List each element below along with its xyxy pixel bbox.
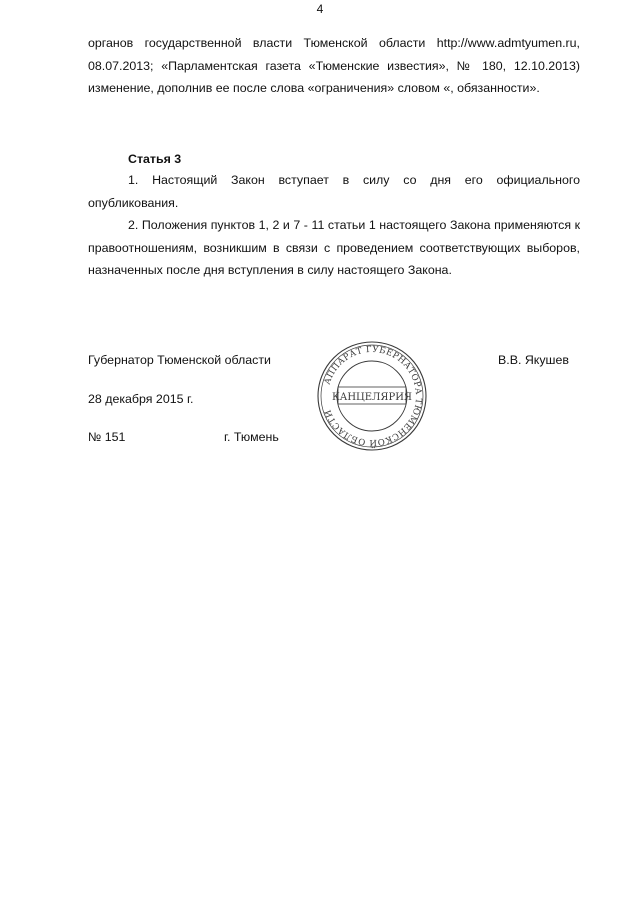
seal-center-text: КАНЦЕЛЯРИЯ	[332, 392, 412, 403]
article-3-item-2: 2. Положения пунктов 1, 2 и 7 - 11 статьи 1 настоящего Закона применяются к правоотношениям, возникшим в связи с проведением соответствующих выборов, назначенных после дня вступления в силу настоящего Закона.	[88, 218, 580, 277]
signing-date: 28 декабря 2015 г.	[88, 392, 194, 406]
paragraph-amendment-continuation: органов государственной власти Тюменской области http://www.admtyumen.ru, 08.07.2013; «Парламентская газета «Тюменские известия», № 180, 12.10.2013) изменение, дополнив ее после слова «ограничения» словом «, обязанности».	[88, 36, 580, 95]
page-number: 4	[316, 2, 324, 16]
law-number: № 151	[88, 430, 126, 444]
signing-city: г. Тюмень	[224, 430, 279, 444]
governor-name: В.В. Якушев	[498, 353, 569, 367]
article-3-item-1: 1. Настоящий Закон вступает в силу со дня его официального опубликования.	[88, 173, 580, 210]
article-3-title: Статья 3	[128, 152, 182, 166]
governor-title: Губернатор Тюменской области	[88, 353, 271, 367]
official-seal-stamp	[316, 340, 428, 452]
seal-ring-text: АППАРАТ ГУБЕРНАТОРА ТЮМЕНСКОЙ ОБЛАСТИ	[322, 344, 424, 448]
